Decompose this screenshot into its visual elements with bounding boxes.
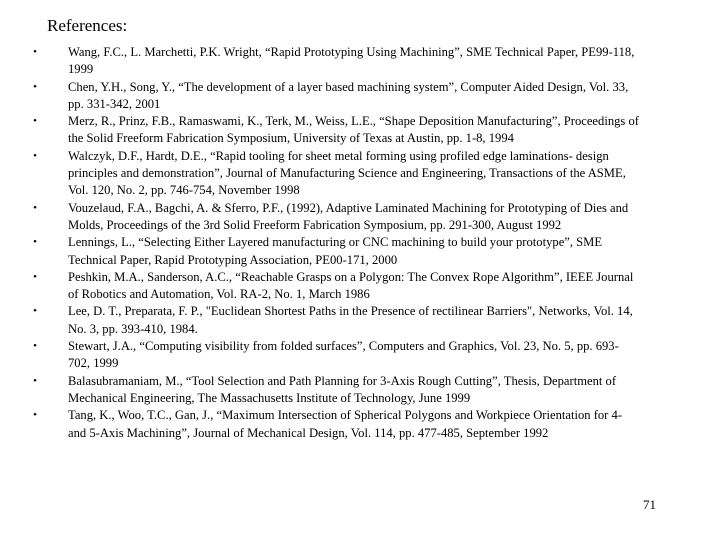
reference-item — [30, 269, 640, 304]
slide-title: References: — [47, 16, 128, 35]
reference-item — [30, 373, 640, 408]
reference-text: Balasubramaniam, M., “Tool Selection and Path Planning for 3-Axis Rough Cutting”, Thesis, Department of Mechanical Engineering, The Massachusetts Institute of Technology, June 1999 — [68, 373, 617, 405]
reference-text: Peshkin, M.A., Sanderson, A.C., “Reachable Grasps on a Polygon: The Convex Rope Algorithm”, IEEE Journal of Robotics and Automation, Vol. RA-2, No. 1, March 1986 — [68, 269, 634, 302]
bullet-icon: • — [33, 46, 37, 58]
bullet-icon: • — [33, 201, 37, 214]
reference-text: Merz, R., Prinz, F.B., Ramaswami, K., Terk, M., Weiss, L.E., “Shape Deposition Manufacturing”, Proceedings of the Solid Freeform Fabrication Symposium, University of Texas at Austin, pp. 1-8, 1994 — [68, 114, 639, 146]
bullet-icon: • — [33, 149, 37, 162]
reference-item — [30, 44, 640, 79]
bullet-icon: • — [33, 236, 37, 249]
reference-text: Lennings, L., “Selecting Either Layered manufacturing or CNC machining to build your prototype”, SME Technical Paper, Rapid Prototyping Association, PE00-171, 2000 — [68, 235, 603, 267]
reference-text: Wang, F.C., L. Marchetti, P.K. Wright, “Rapid Prototyping Using Machining”, SME Technical Paper, PE99-118, 1999 — [68, 45, 635, 77]
reference-item — [30, 303, 640, 338]
reference-item — [30, 113, 640, 148]
bullet-icon: • — [33, 115, 37, 128]
bullet-icon: • — [33, 409, 37, 422]
reference-text: Stewart, J.A., “Computing visibility from folded surfaces”, Computers and Graphics, Vol. 23, No. 5, pp. 693-702, 1999 — [68, 339, 619, 371]
reference-item — [30, 407, 640, 442]
reference-item — [30, 234, 640, 269]
reference-text: Tang, K., Woo, T.C., Gan, J., “Maximum Intersection of Spherical Polygons and Workpiece Orientation for 4- and 5-Axis Machining”, Journal of Mechanical Design, Vol. 114, pp. 477-485, September 1992 — [68, 408, 623, 440]
reference-item — [30, 79, 640, 114]
reference-text: Lee, D. T., Preparata, F. P., "Euclidean Shortest Paths in the Presence of rectilinear Barriers", Networks, Vol. 14, No. 3, pp. 393-410, 1984. — [68, 304, 633, 336]
bullet-icon: • — [33, 340, 37, 353]
references-list — [30, 44, 640, 442]
reference-text: Vouzelaud, F.A., Bagchi, A. & Sferro, P.F., (1992), Adaptive Laminated Machining for Prototyping of Dies and Molds, Proceedings of the 3rd Solid Freeform Fabrication Symposium, pp. 291-300, August 1992 — [68, 200, 629, 232]
bullet-icon: • — [33, 80, 37, 93]
reference-text: Chen, Y.H., Song, Y., “The development of a layer based machining system”, Computer Aided Design, Vol. 33, pp. 331-342, 2001 — [68, 79, 629, 111]
bullet-icon: • — [33, 305, 37, 318]
reference-item — [30, 338, 640, 373]
reference-item — [30, 148, 640, 200]
reference-item — [30, 200, 640, 235]
bullet-icon: • — [33, 374, 37, 387]
bullet-icon: • — [33, 270, 37, 283]
page-number: 71 — [643, 497, 656, 512]
reference-text: Walczyk, D.F., Hardt, D.E., “Rapid tooling for sheet metal forming using profiled edge laminations- design principles and demonstration”, Journal of Manufacturing Science and Engineering, Transactions of the ASME, Vol. 120, No. 2, pp. 746-754, November 1998 — [68, 148, 626, 198]
